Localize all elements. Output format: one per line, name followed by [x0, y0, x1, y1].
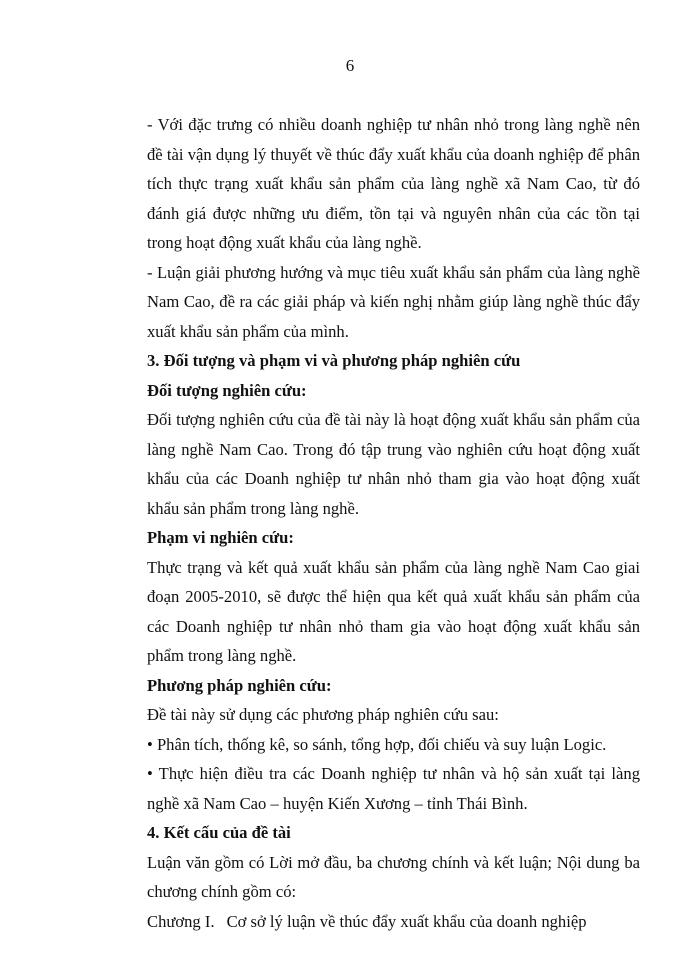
subheading-research-scope: Phạm vi nghiên cứu:: [147, 528, 294, 547]
paragraph-research-scope: Thực trạng và kết quả xuất khẩu sản phẩm của làng nghề Nam Cao giai đoạn 2005-2010, sẽ được thể hiện qua kết quả xuất khẩu sản phẩm của các Doanh nghiệp tư nhân nhỏ tham gia vào hoạt động xuất khẩu sản phẩm trong làng nghề.: [147, 557, 640, 665]
section-heading-4: 4. Kết cấu của đề tài: [147, 823, 291, 842]
paragraph-thesis-solutions: - Luận giải phương hướng và mục tiêu xuất khẩu sản phẩm của làng nghề Nam Cao, đề ra các giải pháp và kiến nghị nhằm giúp làng nghề thúc đẩy xuất khẩu sản phẩm của mình.: [147, 262, 640, 341]
subheading-research-method: Phương pháp nghiên cứu:: [147, 675, 332, 695]
bullet-item-analysis: • Phân tích, thống kê, so sánh, tổng hợp, đối chiếu và suy luận Logic.: [147, 734, 607, 754]
paragraph-research-method: Đề tài này sử dụng các phương pháp nghiên cứu sau:: [147, 705, 499, 724]
paragraph-research-object: Đối tượng nghiên cứu của đề tài này là hoạt động xuất khẩu sản phẩm của làng nghề Nam Cao. Trong đó tập trung vào nghiên cứu hoạt động xuất khẩu của các Doanh nghiệp tư nhân nhỏ tham gia vào hoạt động xuất khẩu sản phẩm trong làng nghề.: [147, 410, 640, 518]
section-heading-3: 3. Đối tượng và phạm vi và phương pháp nghiên cứu: [147, 351, 521, 370]
page-body: [147, 110, 640, 936]
paragraph-thesis-application: - Với đặc trưng có nhiều doanh nghiệp tư nhân nhỏ trong làng nghề nên đề tài vận dụng lý thuyết về thúc đẩy xuất khẩu của doanh nghiệp để phân tích thực trạng xuất khẩu sản phẩm của làng nghề xã Nam Cao, từ đó đánh giá được những ưu điểm, tồn tại và nguyên nhân của các tồn tại trong hoạt động xuất khẩu của làng nghề.: [147, 115, 640, 252]
page-number: 6: [345, 56, 355, 75]
bullet-item-survey: • Thực hiện điều tra các Doanh nghiệp tư nhân và hộ sản xuất tại làng nghề xã Nam Cao – huyện Kiến Xương – tỉnh Thái Bình.: [147, 764, 640, 813]
chapter-entry: [147, 907, 640, 937]
chapter-title: Cơ sở lý luận về thúc đẩy xuất khẩu của doanh nghiệp: [226, 911, 587, 931]
chapter-label: Chương I.: [147, 911, 215, 931]
paragraph-structure: Luận văn gồm có Lời mở đầu, ba chương chính và kết luận; Nội dung ba chương chính gồm có:: [147, 852, 640, 901]
subheading-research-object: Đối tượng nghiên cứu:: [147, 380, 307, 400]
